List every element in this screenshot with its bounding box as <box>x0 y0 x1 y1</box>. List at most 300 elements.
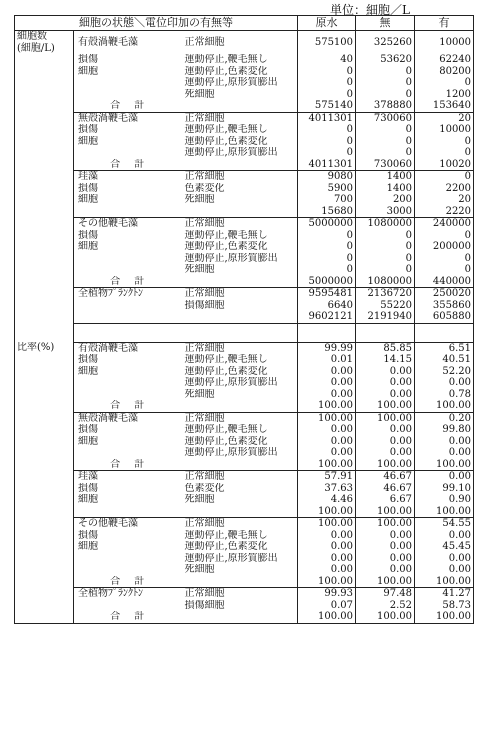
table-row <box>15 564 474 576</box>
cell-state-label: 損傷細胞 <box>179 600 298 612</box>
species-label: 損傷 <box>74 183 179 195</box>
value-applied: 2220 <box>415 206 474 218</box>
value-none: 0.00 <box>356 530 415 542</box>
table-row <box>15 447 474 459</box>
value-raw-water: 0 <box>298 230 356 242</box>
value-applied: 0.90 <box>415 494 474 506</box>
value-applied: 100.00 <box>415 459 474 471</box>
value-none: 0 <box>356 77 415 89</box>
cell-state-label: 正常細胞 <box>179 588 298 600</box>
value-applied: 0.00 <box>415 447 474 459</box>
value-none: 1080000 <box>356 276 415 288</box>
section-label-cell <box>15 194 74 206</box>
table-row <box>15 412 474 424</box>
value-applied: 0.00 <box>415 377 474 389</box>
section-label-cell <box>15 300 74 312</box>
species-label: 損傷 <box>74 54 179 66</box>
cell-state-label: 運動停止,原形質膨出 <box>179 553 298 565</box>
value-none: 1400 <box>356 183 415 195</box>
species-label: 細胞 <box>74 136 179 148</box>
section-label-cell <box>15 124 74 136</box>
section-label-cell <box>15 112 74 124</box>
species-label: 無殻渦鞭毛藻 <box>74 112 179 124</box>
table-row <box>15 31 474 55</box>
value-raw-water: 40 <box>298 54 356 66</box>
value-raw-water: 0.00 <box>298 541 356 553</box>
value-applied: 40.51 <box>415 354 474 366</box>
species-label: 全植物ﾌﾟﾗﾝｸﾄﾝ <box>74 288 179 300</box>
species-label: 有殻渦鞭毛藻 <box>74 31 179 55</box>
value-applied: 440000 <box>415 276 474 288</box>
value-applied: 1200 <box>415 89 474 101</box>
value-raw-water: 0.00 <box>298 447 356 459</box>
value-raw-water: 57.91 <box>298 471 356 483</box>
table-row <box>15 136 474 148</box>
value-none: 0 <box>356 230 415 242</box>
value-applied: 58.73 <box>415 600 474 612</box>
section-label-cell <box>15 611 74 623</box>
value-none: 0 <box>356 264 415 276</box>
cell-state-label <box>179 400 298 412</box>
value-applied: 250020 <box>415 288 474 300</box>
value-raw-water: 0 <box>298 136 356 148</box>
species-label <box>74 447 179 459</box>
value-raw-water: 0.00 <box>298 530 356 542</box>
cell-state-label <box>179 611 298 623</box>
value-none: 325260 <box>356 31 415 55</box>
section-label-cell <box>15 483 74 495</box>
section-label-cell <box>15 400 74 412</box>
table-row <box>15 366 474 378</box>
value-none: 0 <box>356 89 415 101</box>
section-label-cell <box>15 218 74 230</box>
value-none: 0.00 <box>356 389 415 401</box>
value-raw-water: 0 <box>298 124 356 136</box>
value-none: 100.00 <box>356 400 415 412</box>
value-applied: 0 <box>415 253 474 265</box>
value-raw-water: 15680 <box>298 206 356 218</box>
species-label: 細胞 <box>74 541 179 553</box>
cell-state-label: 正常細胞 <box>179 218 298 230</box>
species-label <box>74 600 179 612</box>
cell-state-label <box>179 576 298 588</box>
value-applied: 355860 <box>415 300 474 312</box>
cell-state-label: 死細胞 <box>179 564 298 576</box>
spacer-cell <box>356 323 415 342</box>
total-label <box>74 506 179 518</box>
species-label: 珪藻 <box>74 171 179 183</box>
section-label-cell <box>15 89 74 101</box>
value-raw-water: 0.07 <box>298 600 356 612</box>
value-raw-water: 100.00 <box>298 506 356 518</box>
cell-state-label <box>179 459 298 471</box>
value-none: 46.67 <box>356 471 415 483</box>
section-label-cell <box>15 206 74 218</box>
value-applied: 0.00 <box>415 471 474 483</box>
value-none: 0 <box>356 241 415 253</box>
value-none: 730060 <box>356 112 415 124</box>
section-label: 細胞数 <box>17 31 47 42</box>
section-label-cell <box>15 600 74 612</box>
section-label-cell <box>15 342 74 354</box>
value-none: 0 <box>356 147 415 159</box>
value-none: 53620 <box>356 54 415 66</box>
table-row <box>15 300 474 312</box>
value-raw-water: 9595481 <box>298 288 356 300</box>
cell-state-label: 運動停止,色素変化 <box>179 541 298 553</box>
species-label: 細胞 <box>74 494 179 506</box>
spacer-cell <box>179 323 298 342</box>
section-label-cell <box>15 288 74 300</box>
value-none: 0.00 <box>356 436 415 448</box>
cell-state-label: 死細胞 <box>179 389 298 401</box>
value-none: 0.00 <box>356 424 415 436</box>
section-label-cell <box>15 264 74 276</box>
table-row <box>15 89 474 101</box>
table-row <box>15 288 474 300</box>
value-raw-water: 0 <box>298 66 356 78</box>
table-row <box>15 494 474 506</box>
cell-state-label: 正常細胞 <box>179 471 298 483</box>
value-none: 0.00 <box>356 564 415 576</box>
value-raw-water: 575100 <box>298 31 356 55</box>
value-applied: 10000 <box>415 124 474 136</box>
spacer-cell <box>298 323 356 342</box>
table-row <box>15 553 474 565</box>
section-label-cell <box>15 471 74 483</box>
species-label: 全植物ﾌﾟﾗﾝｸﾄﾝ <box>74 588 179 600</box>
cell-state-label: 運動停止,色素変化 <box>179 136 298 148</box>
value-none: 1080000 <box>356 218 415 230</box>
table-row <box>15 194 474 206</box>
value-none: 100.00 <box>356 518 415 530</box>
table-row <box>15 253 474 265</box>
section-label-cell <box>15 564 74 576</box>
value-none: 200 <box>356 194 415 206</box>
value-raw-water: 6640 <box>298 300 356 312</box>
section-label-cell <box>15 366 74 378</box>
table-row <box>15 530 474 542</box>
species-label <box>74 553 179 565</box>
species-label: 損傷 <box>74 354 179 366</box>
species-label: その他鞭毛藻 <box>74 518 179 530</box>
value-applied: 153640 <box>415 100 474 112</box>
value-none: 0.00 <box>356 553 415 565</box>
species-label <box>74 89 179 101</box>
header-col-raw-water: 原水 <box>298 16 356 31</box>
total-row <box>15 100 474 112</box>
section-label-cell <box>15 241 74 253</box>
total-label: 合 計 <box>74 576 179 588</box>
value-applied: 52.20 <box>415 366 474 378</box>
total-row <box>15 276 474 288</box>
species-label: 損傷 <box>74 424 179 436</box>
cell-state-label: 正常細胞 <box>179 288 298 300</box>
section-label-cell <box>15 230 74 242</box>
section-label-cell <box>15 424 74 436</box>
value-raw-water: 100.00 <box>298 518 356 530</box>
value-raw-water: 5000000 <box>298 218 356 230</box>
table-row <box>15 389 474 401</box>
cell-state-label: 運動停止,色素変化 <box>179 66 298 78</box>
table-row <box>15 588 474 600</box>
value-raw-water: 9080 <box>298 171 356 183</box>
table-row <box>15 424 474 436</box>
value-raw-water: 37.63 <box>298 483 356 495</box>
total-label: 合 計 <box>74 400 179 412</box>
unit-label: 単位：細胞／L <box>330 3 410 17</box>
cell-state-label: 正常細胞 <box>179 112 298 124</box>
value-raw-water: 0.01 <box>298 354 356 366</box>
value-raw-water: 100.00 <box>298 576 356 588</box>
section-label-cell <box>15 541 74 553</box>
value-raw-water: 0.00 <box>298 377 356 389</box>
table-row <box>15 264 474 276</box>
value-applied: 605880 <box>415 311 474 323</box>
value-raw-water: 4.46 <box>298 494 356 506</box>
value-applied: 0.00 <box>415 530 474 542</box>
value-applied: 0 <box>415 136 474 148</box>
value-raw-water: 9602121 <box>298 311 356 323</box>
value-none: 378880 <box>356 100 415 112</box>
species-label <box>74 77 179 89</box>
value-raw-water: 99.93 <box>298 588 356 600</box>
value-none: 100.00 <box>356 459 415 471</box>
header-col-applied: 有 <box>415 16 474 31</box>
value-applied: 6.51 <box>415 342 474 354</box>
table-row <box>15 171 474 183</box>
species-label: 細胞 <box>74 436 179 448</box>
section-label-cell <box>15 494 74 506</box>
section-label: 比率(%) <box>17 342 55 353</box>
table-row <box>15 54 474 66</box>
species-label <box>74 389 179 401</box>
value-raw-water: 0 <box>298 77 356 89</box>
section-label-cell <box>15 377 74 389</box>
value-raw-water: 0 <box>298 241 356 253</box>
value-none: 55220 <box>356 300 415 312</box>
cell-state-label: 正常細胞 <box>179 171 298 183</box>
cell-state-label: 運動停止,色素変化 <box>179 241 298 253</box>
section-label-cell <box>15 136 74 148</box>
section-label-cell <box>15 518 74 530</box>
total-row <box>15 506 474 518</box>
species-label <box>74 147 179 159</box>
value-raw-water: 0.00 <box>298 436 356 448</box>
species-label: その他鞭毛藻 <box>74 218 179 230</box>
section-label-cell <box>15 147 74 159</box>
species-label <box>74 300 179 312</box>
value-applied: 20 <box>415 194 474 206</box>
species-label <box>74 264 179 276</box>
value-applied: 0 <box>415 230 474 242</box>
value-applied: 2200 <box>415 183 474 195</box>
value-applied: 0 <box>415 264 474 276</box>
section-label-cell <box>15 171 74 183</box>
value-applied: 62240 <box>415 54 474 66</box>
value-applied: 200000 <box>415 241 474 253</box>
cell-state-label <box>179 276 298 288</box>
table-row <box>15 230 474 242</box>
total-label <box>74 311 179 323</box>
section-label-cell <box>15 436 74 448</box>
cell-state-label: 死細胞 <box>179 89 298 101</box>
cell-state-label: 運動停止,鞭毛無し <box>179 354 298 366</box>
value-none: 0.00 <box>356 366 415 378</box>
total-label: 合 計 <box>74 276 179 288</box>
value-none: 6.67 <box>356 494 415 506</box>
value-applied: 45.45 <box>415 541 474 553</box>
cell-state-label <box>179 159 298 171</box>
cell-state-label: 色素変化 <box>179 483 298 495</box>
cell-state-label: 正常細胞 <box>179 412 298 424</box>
section-label-cell <box>15 354 74 366</box>
value-applied: 41.27 <box>415 588 474 600</box>
value-raw-water: 5000000 <box>298 276 356 288</box>
species-label: 損傷 <box>74 124 179 136</box>
value-none: 0 <box>356 66 415 78</box>
table-row <box>15 124 474 136</box>
value-none: 0 <box>356 253 415 265</box>
table-row <box>15 541 474 553</box>
section-label-cell <box>15 506 74 518</box>
value-applied: 240000 <box>415 218 474 230</box>
cell-state-label: 運動停止,鞭毛無し <box>179 124 298 136</box>
cell-state-label: 死細胞 <box>179 264 298 276</box>
species-label <box>74 564 179 576</box>
value-none: 100.00 <box>356 412 415 424</box>
value-applied: 10020 <box>415 159 474 171</box>
section-label-cell <box>15 66 74 78</box>
cell-state-label: 運動停止,鞭毛無し <box>179 530 298 542</box>
total-row <box>15 611 474 623</box>
table-row <box>15 66 474 78</box>
value-none: 0.00 <box>356 541 415 553</box>
value-none: 100.00 <box>356 611 415 623</box>
section-label-cell <box>15 553 74 565</box>
value-none: 0.00 <box>356 377 415 389</box>
value-applied: 0.00 <box>415 553 474 565</box>
value-none: 97.48 <box>356 588 415 600</box>
cell-state-label: 死細胞 <box>179 494 298 506</box>
table-row <box>15 241 474 253</box>
value-applied: 80200 <box>415 66 474 78</box>
species-label: 細胞 <box>74 194 179 206</box>
section-label-cell <box>15 100 74 112</box>
species-label: 有殻渦鞭毛藻 <box>74 342 179 354</box>
value-raw-water: 575140 <box>298 100 356 112</box>
section-label-cell <box>15 77 74 89</box>
value-none: 2191940 <box>356 311 415 323</box>
table-row <box>15 483 474 495</box>
value-raw-water: 5900 <box>298 183 356 195</box>
value-raw-water: 100.00 <box>298 400 356 412</box>
value-applied: 100.00 <box>415 506 474 518</box>
value-applied: 99.80 <box>415 424 474 436</box>
spacer-cell <box>415 323 474 342</box>
species-label: 無殻渦鞭毛藻 <box>74 412 179 424</box>
value-none: 100.00 <box>356 576 415 588</box>
cell-state-label: 損傷細胞 <box>179 300 298 312</box>
total-label: 合 計 <box>74 100 179 112</box>
cell-state-label: 運動停止,鞭毛無し <box>179 424 298 436</box>
spacer-cell <box>15 323 74 342</box>
value-raw-water: 100.00 <box>298 459 356 471</box>
value-applied: 100.00 <box>415 611 474 623</box>
value-raw-water: 100.00 <box>298 412 356 424</box>
cell-state-label <box>179 100 298 112</box>
total-label: 合 計 <box>74 159 179 171</box>
species-label: 損傷 <box>74 483 179 495</box>
value-applied: 100.00 <box>415 400 474 412</box>
value-raw-water: 0 <box>298 264 356 276</box>
header-col-none: 無 <box>356 16 415 31</box>
table-row <box>15 600 474 612</box>
total-label: 合 計 <box>74 611 179 623</box>
total-row <box>15 159 474 171</box>
value-applied: 0.00 <box>415 436 474 448</box>
value-raw-water: 0 <box>298 253 356 265</box>
section-label-cell <box>15 311 74 323</box>
table-row <box>15 147 474 159</box>
value-applied: 20 <box>415 112 474 124</box>
total-row <box>15 459 474 471</box>
value-applied: 0 <box>415 77 474 89</box>
value-none: 730060 <box>356 159 415 171</box>
section-label-cell <box>15 447 74 459</box>
value-none: 0 <box>356 136 415 148</box>
section-label-cell <box>15 389 74 401</box>
cell-state-label: 運動停止,原形質膨出 <box>179 253 298 265</box>
value-raw-water: 0 <box>298 89 356 101</box>
value-raw-water: 0.00 <box>298 366 356 378</box>
cell-state-label: 死細胞 <box>179 194 298 206</box>
value-raw-water: 700 <box>298 194 356 206</box>
species-label: 細胞 <box>74 366 179 378</box>
cell-state-label <box>179 206 298 218</box>
value-none: 100.00 <box>356 506 415 518</box>
data-table <box>14 15 474 624</box>
value-applied: 100.00 <box>415 576 474 588</box>
table-row <box>15 218 474 230</box>
cell-state-label: 運動停止,原形質膨出 <box>179 377 298 389</box>
value-applied: 10000 <box>415 31 474 55</box>
section-label-cell <box>15 459 74 471</box>
cell-state-label: 運動停止,原形質膨出 <box>179 447 298 459</box>
table-row <box>15 518 474 530</box>
value-applied: 0 <box>415 171 474 183</box>
total-row <box>15 206 474 218</box>
section-label: (細胞/L) <box>17 42 55 54</box>
section-label-cell <box>15 253 74 265</box>
section-label-cell <box>15 412 74 424</box>
section-label-cell <box>15 31 74 55</box>
section-label-cell <box>15 576 74 588</box>
value-applied: 0 <box>415 147 474 159</box>
value-raw-water: 100.00 <box>298 611 356 623</box>
header-state-label: 細胞の状態＼電位印加の有無等 <box>15 16 298 31</box>
section-label-cell <box>15 54 74 66</box>
table-row <box>15 377 474 389</box>
total-row <box>15 400 474 412</box>
value-none: 0 <box>356 124 415 136</box>
section-label-cell <box>15 276 74 288</box>
cell-state-label: 正常細胞 <box>179 31 298 55</box>
table-row <box>15 112 474 124</box>
value-raw-water: 0.00 <box>298 553 356 565</box>
value-raw-water: 0.00 <box>298 424 356 436</box>
table-row <box>15 436 474 448</box>
